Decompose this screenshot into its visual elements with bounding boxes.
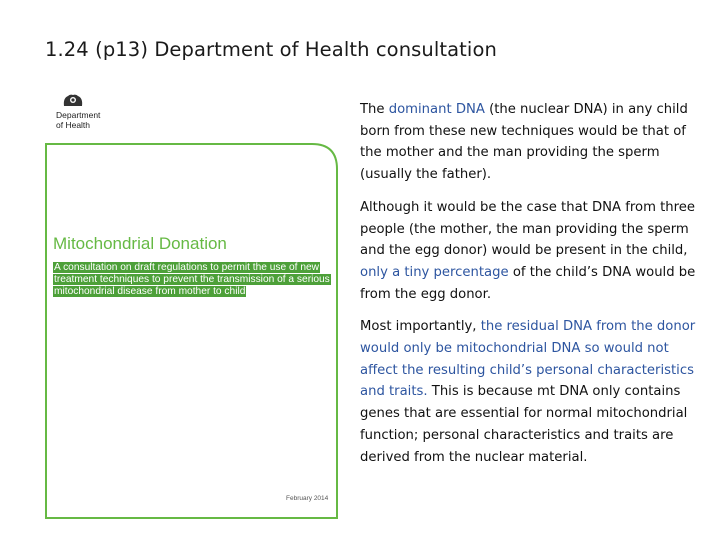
document-frame xyxy=(42,92,340,520)
slide-title: 1.24 (p13) Department of Health consultation xyxy=(45,38,497,61)
paragraph-2 xyxy=(360,197,705,306)
p1-text-a: The xyxy=(360,102,389,117)
document-date: February 2014 xyxy=(286,495,329,502)
p2-highlight: only a tiny percentage xyxy=(360,264,509,280)
paragraph-1 xyxy=(360,99,705,186)
paragraph-3 xyxy=(360,316,705,468)
p3-highlight: the residual DNA from the donor would only be mitochondrial DNA so would not affect the resulting child’s personal characteristics and traits. xyxy=(360,319,696,400)
logo-line-2: of Health xyxy=(56,120,91,130)
royal-crest-icon xyxy=(60,92,86,108)
document-subtitle-text: A consultation on draft regulations to permit the use of new treatment techniques to prevent the transmission of a serious mitochondrial disease from mother to child xyxy=(54,262,330,297)
body-text xyxy=(360,99,705,479)
p1-text-b: (the nuclear DNA) in any child born from these new techniques would be that of the mother and the man providing the sperm (usually the father). xyxy=(360,102,688,183)
consultation-document-cover xyxy=(42,92,340,520)
p2-text-b: of the child’s DNA would be from the egg donor. xyxy=(360,264,696,302)
document-heading: Mitochondrial Donation xyxy=(53,234,227,253)
p1-highlight: dominant DNA xyxy=(388,102,485,117)
p3-text-b: This is because mt DNA only contains genes that are essential for normal mitochondrial function; personal characteristics and traits are derived from the nuclear material. xyxy=(360,384,688,465)
document-subtitle xyxy=(53,262,335,298)
p2-text-a: Although it would be the case that DNA from three people (the mother, the man providing the sperm and the egg donor) would be present in the child, xyxy=(360,199,696,259)
p3-text-a: Most importantly, xyxy=(360,319,481,335)
logo-line-1: Department xyxy=(56,110,101,120)
